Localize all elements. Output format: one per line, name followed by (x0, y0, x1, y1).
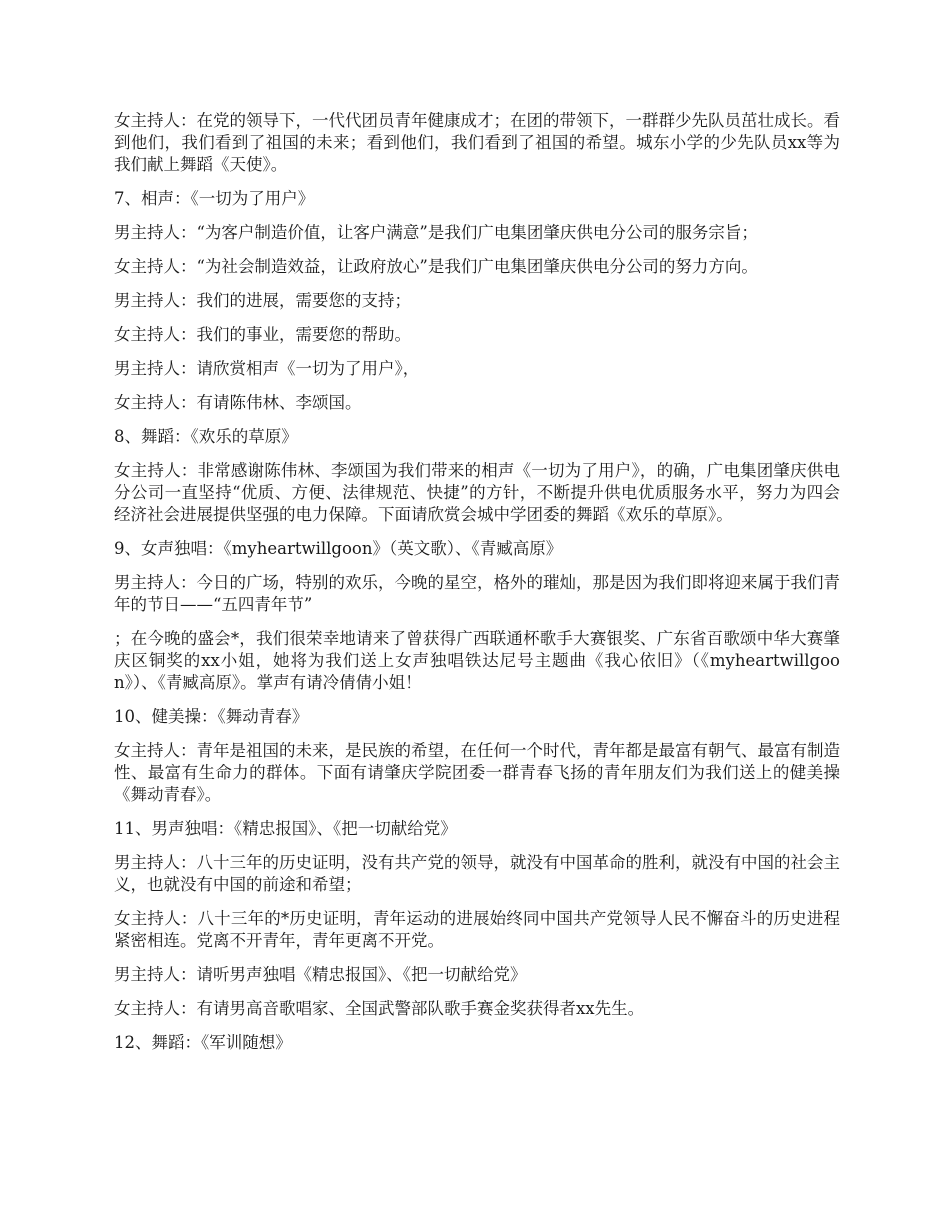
program-item-heading: 11、男声独唱：《精忠报国》、《把一切献给党》 (114, 819, 457, 838)
paragraph-host-male: 男主持人：请欣赏相声《一切为了用户》， (114, 359, 420, 378)
paragraph-host-female: 女主持人：在党的领导下，一代代团员青年健康成才；在团的带领下，一群群少先队员茁壮成长。看到他们，我们看到了祖国的未来；看到他们，我们看到了祖国的希望。城东小学的少先队员xx等为我们献上舞蹈《天使》。 (114, 111, 840, 174)
paragraph-host-male: 男主持人：“为客户制造价值，让客户满意”是我们广电集团肇庆供电分公司的服务宗旨； (114, 223, 758, 242)
program-item-heading: 9、女声独唱：《myheartwillgoon》（英文歌）、《青臧高原》 (114, 539, 563, 558)
paragraph-host-female: 女主持人：八十三年的*历史证明，青年运动的进展始终同中国共产党领导人民不懈奋斗的历史进程紧密相连。党离不开青年，青年更离不开党。 (114, 909, 840, 950)
paragraph-host-male: 男主持人：我们的进展，需要您的支持； (114, 291, 411, 310)
paragraph-host-female: 女主持人：青年是祖国的未来，是民族的希望，在任何一个时代，青年都是最富有朝气、最富有制造性、最富有生命力的群体。下面有请肇庆学院团委一群青春飞扬的青年朋友们为我们送上的健美操《舞动青春》。 (114, 741, 840, 804)
paragraph-host-male: 男主持人：请听男声独唱《精忠报国》、《把一切献给党》 (114, 965, 527, 984)
paragraph-host-female: 女主持人：有请男高音歌唱家、全国武警部队歌手赛金奖获得者xx先生。 (114, 999, 645, 1018)
paragraph-host-male: 男主持人：今日的广场，特别的欢乐，今晚的星空，格外的璀灿，那是因为我们即将迎来属于我们青年的节日——“五四青年节” (114, 573, 840, 614)
paragraph-host-female: 女主持人：我们的事业，需要您的帮助。 (114, 325, 411, 344)
paragraph-continuation: ；在今晚的盛会*，我们很荣幸地请来了曾获得广西联通杯歌手大赛银奖、广东省百歌颂中华大赛肇庆区铜奖的xx小姐，她将为我们送上女声独唱铁达尼号主题曲《我心依旧》（《myheartwillgoon》）、《青臧高原》。掌声有请冷倩倩小姐！ (114, 629, 840, 692)
paragraph-host-female: 女主持人：“为社会制造效益，让政府放心”是我们广电集团肇庆供电分公司的努力方向。 (114, 257, 758, 276)
program-item-heading: 8、舞蹈：《欢乐的草原》 (114, 427, 298, 446)
document-body (114, 110, 840, 1066)
paragraph-host-female: 女主持人：非常感谢陈伟林、李颂国为我们带来的相声《一切为了用户》，的确，广电集团肇庆供电分公司一直坚持“优质、方便、法律规范、快捷”的方针，不断提升供电优质服务水平，努力为四会经济社会进展提供坚强的电力保障。下面请欣赏会城中学团委的舞蹈《欢乐的草原》。 (114, 461, 840, 524)
program-item-heading: 7、相声：《一切为了用户》 (114, 189, 315, 208)
paragraph-host-female: 女主持人：有请陈伟林、李颂国。 (114, 393, 362, 412)
program-item-heading: 10、健美操：《舞动青春》 (114, 707, 309, 726)
paragraph-host-male: 男主持人：八十三年的历史证明，没有共产党的领导，就没有中国革命的胜利，就没有中国的社会主义，也就没有中国的前途和希望； (114, 853, 840, 894)
program-item-heading: 12、舞蹈：《军训随想》 (114, 1033, 292, 1052)
